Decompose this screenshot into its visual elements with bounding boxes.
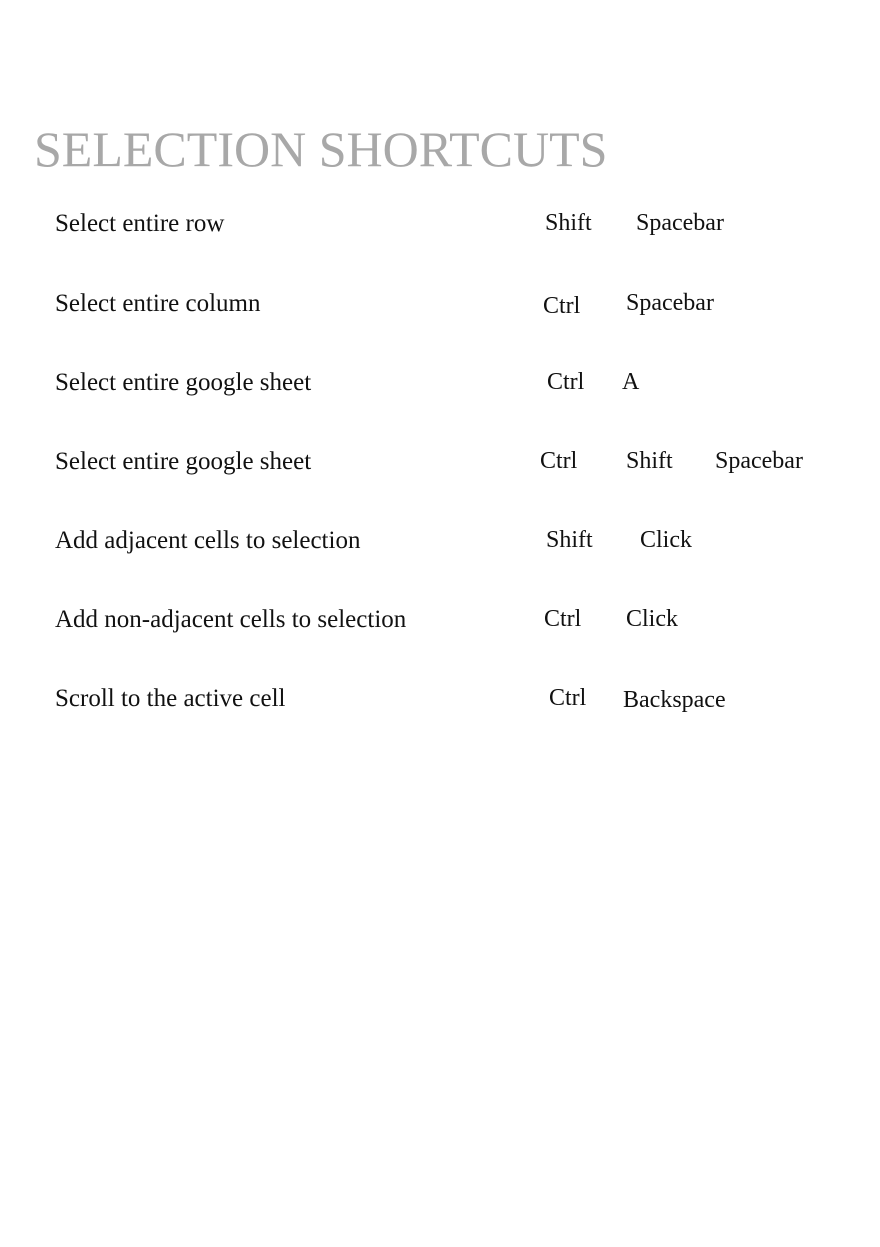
shortcut-key: Click bbox=[640, 527, 692, 553]
shortcut-description: Select entire google sheet bbox=[55, 369, 312, 396]
shortcut-description: Add non-adjacent cells to selection bbox=[55, 606, 407, 633]
shortcut-key: Spacebar bbox=[636, 210, 724, 236]
shortcut-key: Shift bbox=[546, 527, 593, 553]
shortcut-key: Ctrl bbox=[540, 448, 578, 474]
shortcut-row bbox=[0, 448, 880, 488]
shortcut-key: Ctrl bbox=[549, 685, 587, 711]
shortcut-row bbox=[0, 369, 880, 409]
shortcut-row bbox=[0, 685, 880, 725]
shortcut-key: Shift bbox=[545, 210, 592, 236]
page-title: SELECTION SHORTCUTS bbox=[34, 121, 608, 177]
shortcut-key: Click bbox=[626, 606, 678, 632]
shortcut-key: Spacebar bbox=[626, 290, 714, 316]
shortcut-key: Ctrl bbox=[543, 293, 581, 319]
shortcut-description: Select entire column bbox=[55, 290, 261, 317]
shortcut-row bbox=[0, 606, 880, 646]
shortcut-description: Add adjacent cells to selection bbox=[55, 527, 361, 554]
shortcut-key: A bbox=[622, 369, 640, 395]
shortcut-description: Select entire row bbox=[55, 210, 225, 237]
shortcut-row bbox=[0, 210, 880, 250]
shortcut-key: Spacebar bbox=[715, 448, 803, 474]
shortcut-row bbox=[0, 527, 880, 567]
shortcut-key: Shift bbox=[626, 448, 673, 474]
shortcut-key: Backspace bbox=[623, 687, 726, 713]
shortcut-row bbox=[0, 290, 880, 330]
shortcut-key: Ctrl bbox=[544, 606, 582, 632]
shortcut-description: Scroll to the active cell bbox=[55, 685, 286, 712]
shortcut-description: Select entire google sheet bbox=[55, 448, 312, 475]
shortcut-key: Ctrl bbox=[547, 369, 585, 395]
